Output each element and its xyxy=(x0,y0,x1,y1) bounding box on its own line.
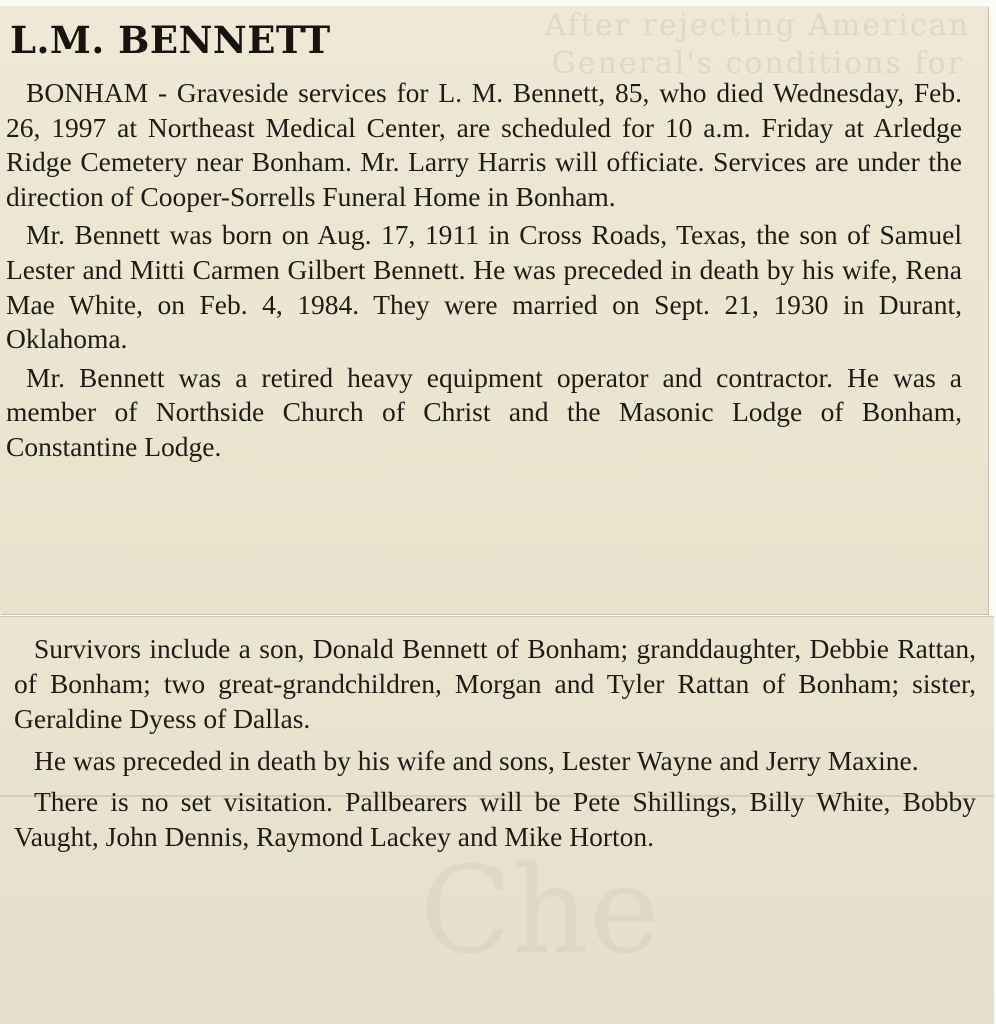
paragraph-preceded: He was preceded in death by his wife and sons, Lester Wayne and Jerry Maxine. xyxy=(34,744,919,776)
bleed-through-text: After rejecting American xyxy=(544,8,970,43)
obituary-body-top xyxy=(6,76,962,465)
obituary-clipping-bottom xyxy=(0,616,994,1024)
bleed-through-text: Che xyxy=(420,842,661,981)
obituary-clipping-top xyxy=(0,6,988,614)
obituary-headline: L.M. BENNETT xyxy=(10,18,331,62)
paragraph-pallbearers: There is no set visitation. Pallbearers will be Pete Shillings, Billy White, Bobby Vaught, John Dennis, Raymond Lackey and Mike Horton. xyxy=(14,785,976,853)
bleed-through-text: General's conditions for xyxy=(551,46,964,81)
paragraph-survivors: Survivors include a son, Donald Bennett of Bonham; granddaughter, Debbie Rattan, of Bonham; two great-grandchildren, Morgan and Tyler Rattan of Bonham; sister, Geraldine Dyess of Dallas. xyxy=(14,633,976,735)
paragraph-services: BONHAM - Graveside services for L. M. Bennett, 85, who died Wednesday, Feb. 26, 1997 at Northeast Medical Center, are scheduled for 10 a.m. Friday at Arledge Ridge Cemetery near Bonham. Mr. Larry Harris will officiate. Services are under the direction of Cooper-Sorrells Funeral Home in Bonham. xyxy=(6,77,962,212)
paragraph-career: Mr. Bennett was a retired heavy equipment operator and contractor. He was a member of Northside Church of Christ and the Masonic Lodge of Bonham, Constantine Lodge. xyxy=(6,361,962,462)
obituary-body-bottom xyxy=(14,631,976,854)
paragraph-biography: Mr. Bennett was born on Aug. 17, 1911 in Cross Roads, Texas, the son of Samuel Lester and Mitti Carmen Gilbert Bennett. He was preceded in death by his wife, Rena Mae White, on Feb. 4, 1984. They were married on Sept. 21, 1930 in Durant, Oklahoma. xyxy=(6,219,962,355)
